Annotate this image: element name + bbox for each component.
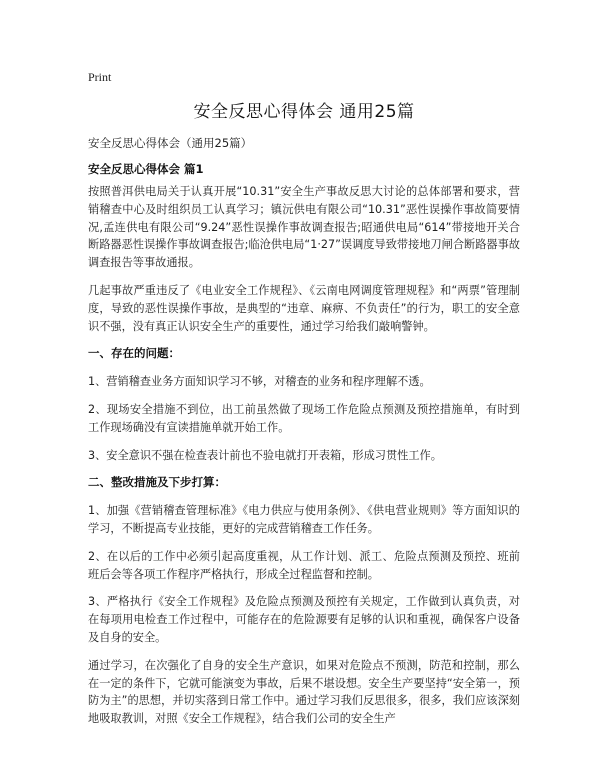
print-label: Print [88, 70, 112, 84]
measure-item: 3、严格执行《安全工作规程》及危险点预测及预控有关规定，工作做到认真负责，对在每项用电检查工作过程中，可能存在的危险源要有足够的认识和重视，确保客户设备及自身的安全。 [88, 595, 520, 644]
problem-item: 1、营销稽查业务方面知识学习不够，对稽查的业务和程序理解不透。 [88, 375, 431, 389]
section-heading: 安全反思心得体会 篇1 [88, 162, 204, 176]
closing-paragraph: 通过学习，在次强化了自身的安全生产意识，如果对危险点不预测，防范和控制，那么在一定的条件下，它就可能演变为事故，后果不堪设想。安全生产要坚持“安全第一，预防为主”的思想，并切实落到日常工作中。通过学习我们反思很多，很多，我们应该深刻地吸取教训，对照《安全工作规程》，结合我们公司的安全生产 [88, 658, 520, 726]
measure-item: 1、加强《营销稽查管理标准》《电力供应与使用条例》、《供电营业规则》等方面知识的学习，不断提高专业技能，更好的完成营销稽查工作任务。 [88, 504, 520, 535]
document-title: 安全反思心得体会 通用25篇 [193, 102, 415, 122]
problems-heading: 一、存在的问题： [88, 346, 180, 361]
document-subtitle: 安全反思心得体会（通用25篇） [88, 136, 253, 150]
measures-heading: 二、整改措施及下步打算： [88, 475, 226, 490]
problem-item: 2、现场安全措施不到位，出工前虽然做了现场工作危险点预测及预控措施单，有时到工作现场确没有宣读措施单就开始工作。 [88, 402, 520, 434]
problem-item: 3、安全意识不强在检查表计前也不验电就打开表箱，形成习贯性工作。 [88, 448, 442, 462]
document-body [88, 183, 520, 738]
analysis-paragraph: 几起事故严重违反了《电业安全工作规程》、《云南电网调度管理规程》和“两票”管理制度，导致的恶性误操作事故，是典型的“违章、麻痹、不负责任”的行为，职工的安全意识不强，没有真正认识安全生产的重要性，通过学习给我们敲响警钟。 [88, 283, 520, 333]
measure-item: 2、在以后的工作中必须引起高度重视，从工作计划、派工、危险点预测及预控、班前班后会等各项工作程序严格执行，形成全过程监督和控制。 [88, 549, 520, 581]
intro-paragraph: 按照普洱供电局关于认真开展“10.31”安全生产事故反思大讨论的总体部署和要求，营销稽查中心及时组织员工认真学习；镇沅供电有限公司“10.31”恶性误操作事故简要情况,孟连供电有限公司“9.24”恶性误操作事故调查报告;昭通供电局“614”带接地开关合断路器恶性误操作事故调查报告;临沧供电局“1·27”误调度导致带接地刀闸合断路器事故调查报告等事故通报。 [88, 185, 520, 270]
